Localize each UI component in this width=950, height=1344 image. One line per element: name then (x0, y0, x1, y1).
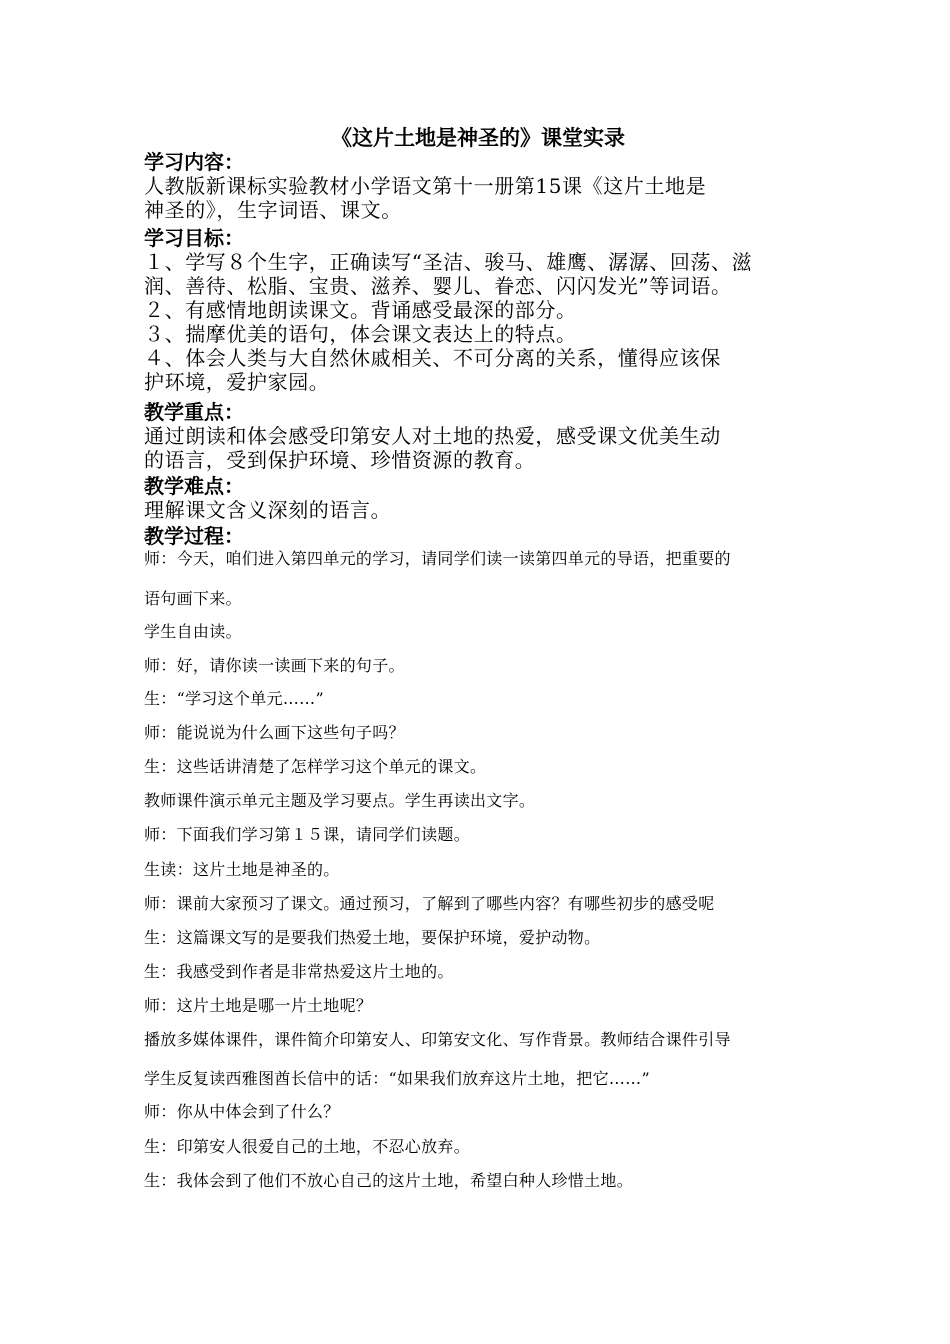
text-line: ２、有感情地朗读课文。背诵感受最深的部分。 (144, 298, 577, 322)
text-line: 神圣的》，生字词语、课文。 (144, 198, 402, 222)
section-goals (144, 226, 812, 394)
text-line: 的语言，受到保护环境、珍惜资源的教育。 (144, 448, 536, 472)
text-line: 护环境，爱护家园。 (144, 370, 330, 394)
process-line: 生：“学习这个单元……” (144, 689, 324, 708)
section-body-content (144, 174, 812, 222)
process-line: 生：我感受到作者是非常热爱这片土地的。 (144, 962, 454, 981)
process-line: 生：这篇课文写的是要我们热爱土地，要保护环境，爱护动物。 (144, 928, 601, 947)
section-difficulty (144, 474, 812, 522)
process-line: 师：这片土地是哪一片土地呢？ (144, 996, 373, 1015)
section-heading-difficulty: 教学难点： (144, 474, 244, 498)
section-focus (144, 400, 812, 472)
section-heading-process: 教学过程： (144, 524, 244, 548)
process-line: 教师课件演示单元主题及学习要点。学生再读出文字。 (144, 791, 536, 810)
process-line: 师：下面我们学习第１５课，请同学们读题。 (144, 825, 471, 844)
process-line: 生：印第安人很爱自己的土地，不忍心放弃。 (144, 1137, 471, 1156)
section-heading-goals: 学习目标： (144, 226, 244, 250)
process-line: 学生自由读。 (144, 622, 242, 641)
section-body-difficulty (144, 498, 812, 522)
process-line: 生读：这片土地是神圣的。 (144, 860, 340, 879)
section-heading-content: 学习内容： (144, 150, 244, 174)
text-line: ３、揣摩优美的语句，体会课文表达上的特点。 (144, 322, 577, 346)
process-line: 学生反复读西雅图酋长信中的话：“如果我们放弃这片土地，把它……” (144, 1069, 650, 1088)
text-line: 人教版新课标实验教材小学语文第十一册第15课《这片土地是 (144, 174, 707, 198)
process-line: 师：你从中体会到了什么？ (144, 1102, 340, 1121)
process-line: 师：好，请你读一读画下来的句子。 (144, 656, 405, 675)
section-body-focus (144, 424, 812, 472)
section-process (144, 524, 812, 1214)
text-line: 润、善待、松脂、宝贵、滋养、婴儿、眷恋、闪闪发光”等词语。 (144, 274, 732, 298)
document-title: 《这片土地是神圣的》课堂实录 (331, 125, 625, 150)
section-heading-focus: 教学重点： (144, 400, 244, 424)
section-body-goals (144, 250, 812, 394)
text-line: １、学写８个生字，正确读写“圣洁、骏马、雄鹰、潺潺、回荡、滋 (144, 250, 753, 274)
process-line: 生：我体会到了他们不放心自己的这片土地，希望白种人珍惜土地。 (144, 1171, 634, 1190)
process-line: 师：课前大家预习了课文。通过预习，了解到了哪些内容？有哪些初步的感受呢 (144, 894, 715, 913)
process-line: 师：能说说为什么画下这些句子吗？ (144, 723, 405, 742)
process-line: 师：今天，咱们进入第四单元的学习，请同学们读一读第四单元的导语，把重要的 (144, 549, 731, 568)
text-line: 理解课文含义深刻的语言。 (144, 498, 392, 522)
process-line: 语句画下来。 (144, 589, 242, 608)
text-line: 通过朗读和体会感受印第安人对土地的热爱，感受课文优美生动 (144, 424, 721, 448)
process-line: 播放多媒体课件，课件简介印第安人、印第安文化、写作背景。教师结合课件引导 (144, 1030, 731, 1049)
text-line: ４、体会人类与大自然休戚相关、不可分离的关系，懂得应该保 (144, 346, 721, 370)
process-line: 生：这些话讲清楚了怎样学习这个单元的课文。 (144, 757, 487, 776)
section-content (144, 150, 812, 222)
